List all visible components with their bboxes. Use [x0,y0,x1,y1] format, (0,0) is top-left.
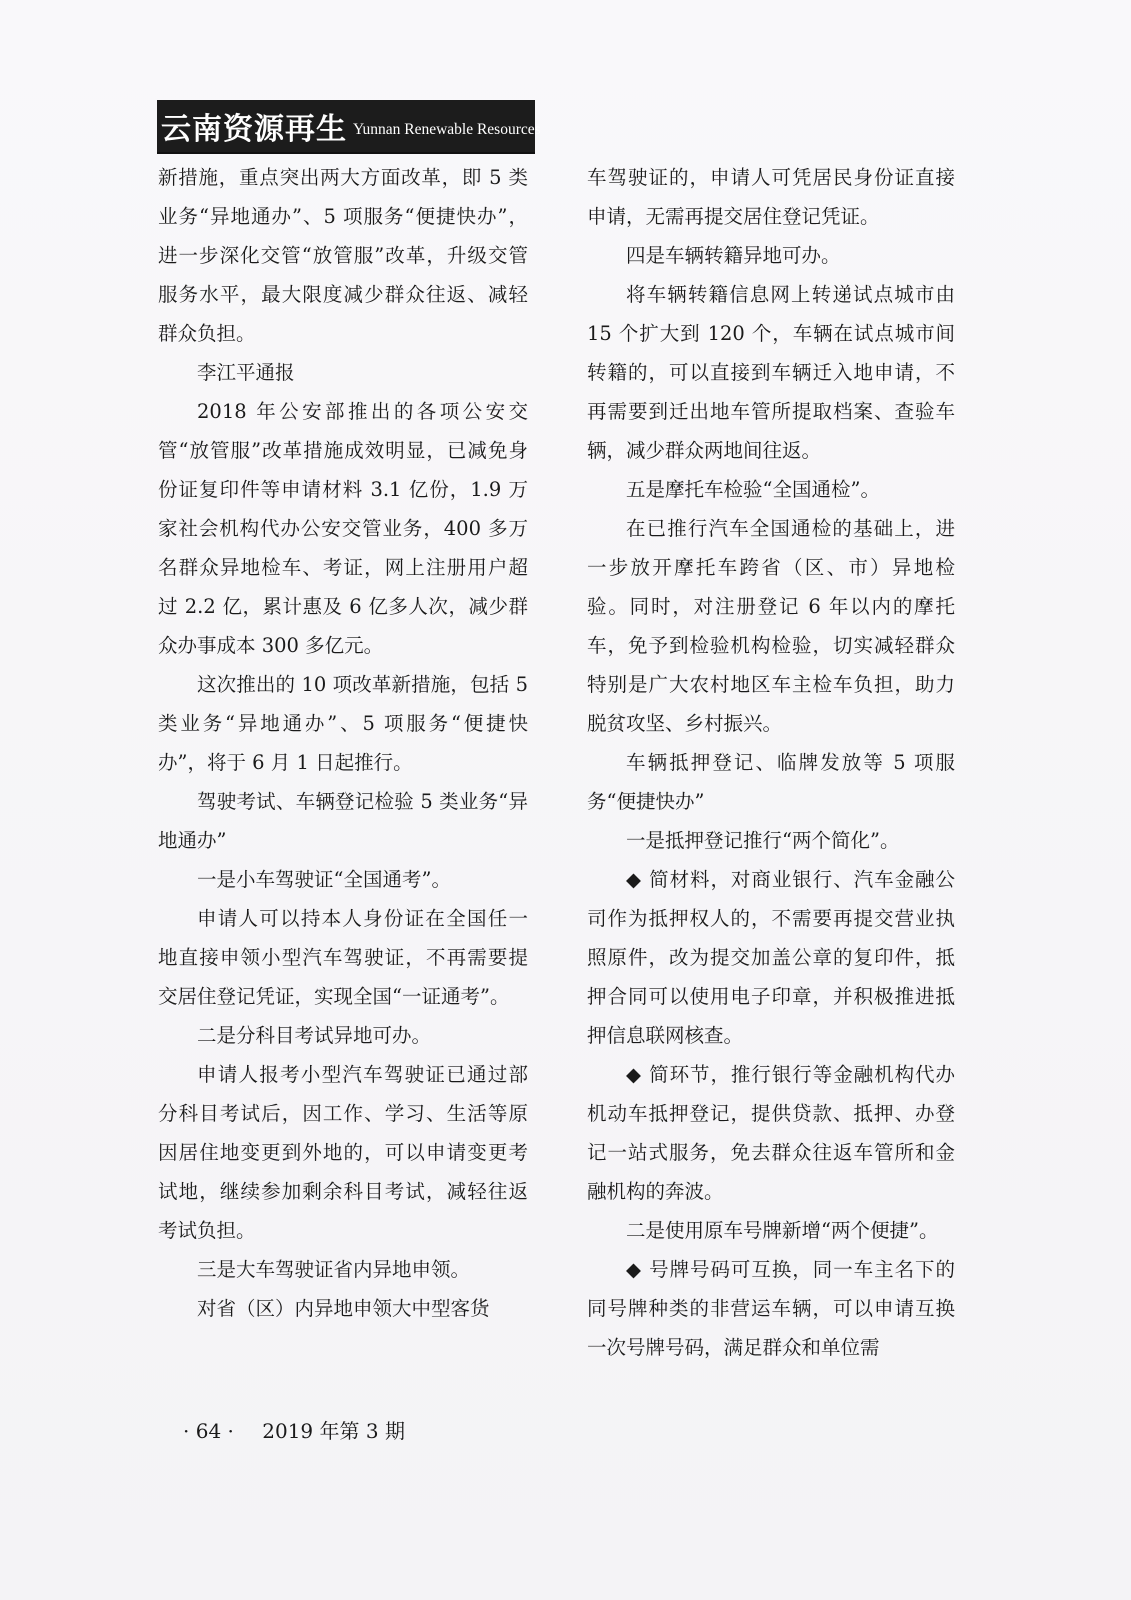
journal-title-cn: 云南资源再生 [161,112,347,147]
paragraph: 对省（区）内异地申领大中型客货 [197,1297,490,1320]
page-number: · 64 · [183,1419,234,1443]
section-heading: 驾驶考试、车辆登记检验 5 类业务“异地通办” [158,790,528,852]
paragraph: 一是小车驾驶证“全国通考”。 [197,868,451,891]
left-column [158,158,528,1328]
paragraph: 李江平通报 [197,361,295,384]
paragraph: 在已推行汽车全国通检的基础上，进一步放开摩托车跨省（区、市）异地检验。同时，对注册登记 6 年以内的摩托车，免予到检验机构检验，切实减轻群众特别是广大农村地区车主检车负担，助力脱贫攻坚、乡村振兴。 [587,517,955,735]
paragraph: 二是使用原车号牌新增“两个便捷”。 [626,1219,939,1242]
issue-label: 2019 年第 3 期 [262,1419,405,1443]
paragraph: 将车辆转籍信息网上转递试点城市由 15 个扩大到 120 个，车辆在试点城市间转籍的，可以直接到车辆迁入地申请，不再需要到迁出地车管所提取档案、查验车辆，减少群众两地间往返。 [587,283,955,462]
paragraph: ◆ 简环节，推行银行等金融机构代办机动车抵押登记，提供贷款、抵押、办登记一站式服务，免去群众往返车管所和金融机构的奔波。 [587,1063,955,1203]
paragraph: 新措施，重点突出两大方面改革，即 5 类业务“异地通办”、5 项服务“便捷快办”，进一步深化交管“放管服”改革，升级交管服务水平，最大限度减少群众往返、减轻群众负担。 [158,166,528,345]
journal-title-en: Yunnan Renewable Resources [353,121,541,138]
paragraph: ◆ 号牌号码可互换，同一车主名下的同号牌种类的非营运车辆，可以申请互换一次号牌号码，满足群众和单位需 [587,1258,955,1359]
paragraph: 五是摩托车检验“全国通检”。 [626,478,880,501]
right-column [587,158,955,1367]
paragraph: 三是大车驾驶证省内异地申领。 [197,1258,471,1281]
paragraph: 申请人可以持本人身份证在全国任一地直接申领小型汽车驾驶证，不再需要提交居住登记凭证，实现全国“一证通考”。 [158,907,528,1008]
paragraph: 这次推出的 10 项改革新措施，包括 5 类业务“异地通办”、5 项服务“便捷快办”，将于 6 月 1 日起推行。 [158,673,528,774]
paragraph: 2018 年公安部推出的各项公安交管“放管服”改革措施成效明显，已减免身份证复印件等申请材料 3.1 亿份，1.9 万家社会机构代办公安交管业务，400 多万名群众异地检车、考证，网上注册用户超过 2.2 亿，累计惠及 6 亿多人次，减少群众办事成本 300 多亿元。 [158,400,528,657]
paragraph: 车驾驶证的，申请人可凭居民身份证直接申请，无需再提交居住登记凭证。 [587,166,955,228]
paragraph: 申请人报考小型汽车驾驶证已通过部分科目考试后，因工作、学习、生活等原因居住地变更到外地的，可以申请变更考试地，继续参加剩余科目考试，减轻往返考试负担。 [158,1063,528,1242]
section-heading: 车辆抵押登记、临牌发放等 5 项服务“便捷快办” [587,751,955,813]
page-footer [183,1415,405,1444]
journal-header [157,100,541,154]
paragraph: ◆ 简材料，对商业银行、汽车金融公司作为抵押权人的，不需要再提交营业执照原件，改为提交加盖公章的复印件，抵押合同可以使用电子印章，并积极推进抵押信息联网核查。 [587,868,955,1047]
paragraph: 二是分科目考试异地可办。 [197,1024,432,1047]
paragraph: 一是抵押登记推行“两个简化”。 [626,829,900,852]
paragraph: 四是车辆转籍异地可办。 [626,244,841,267]
